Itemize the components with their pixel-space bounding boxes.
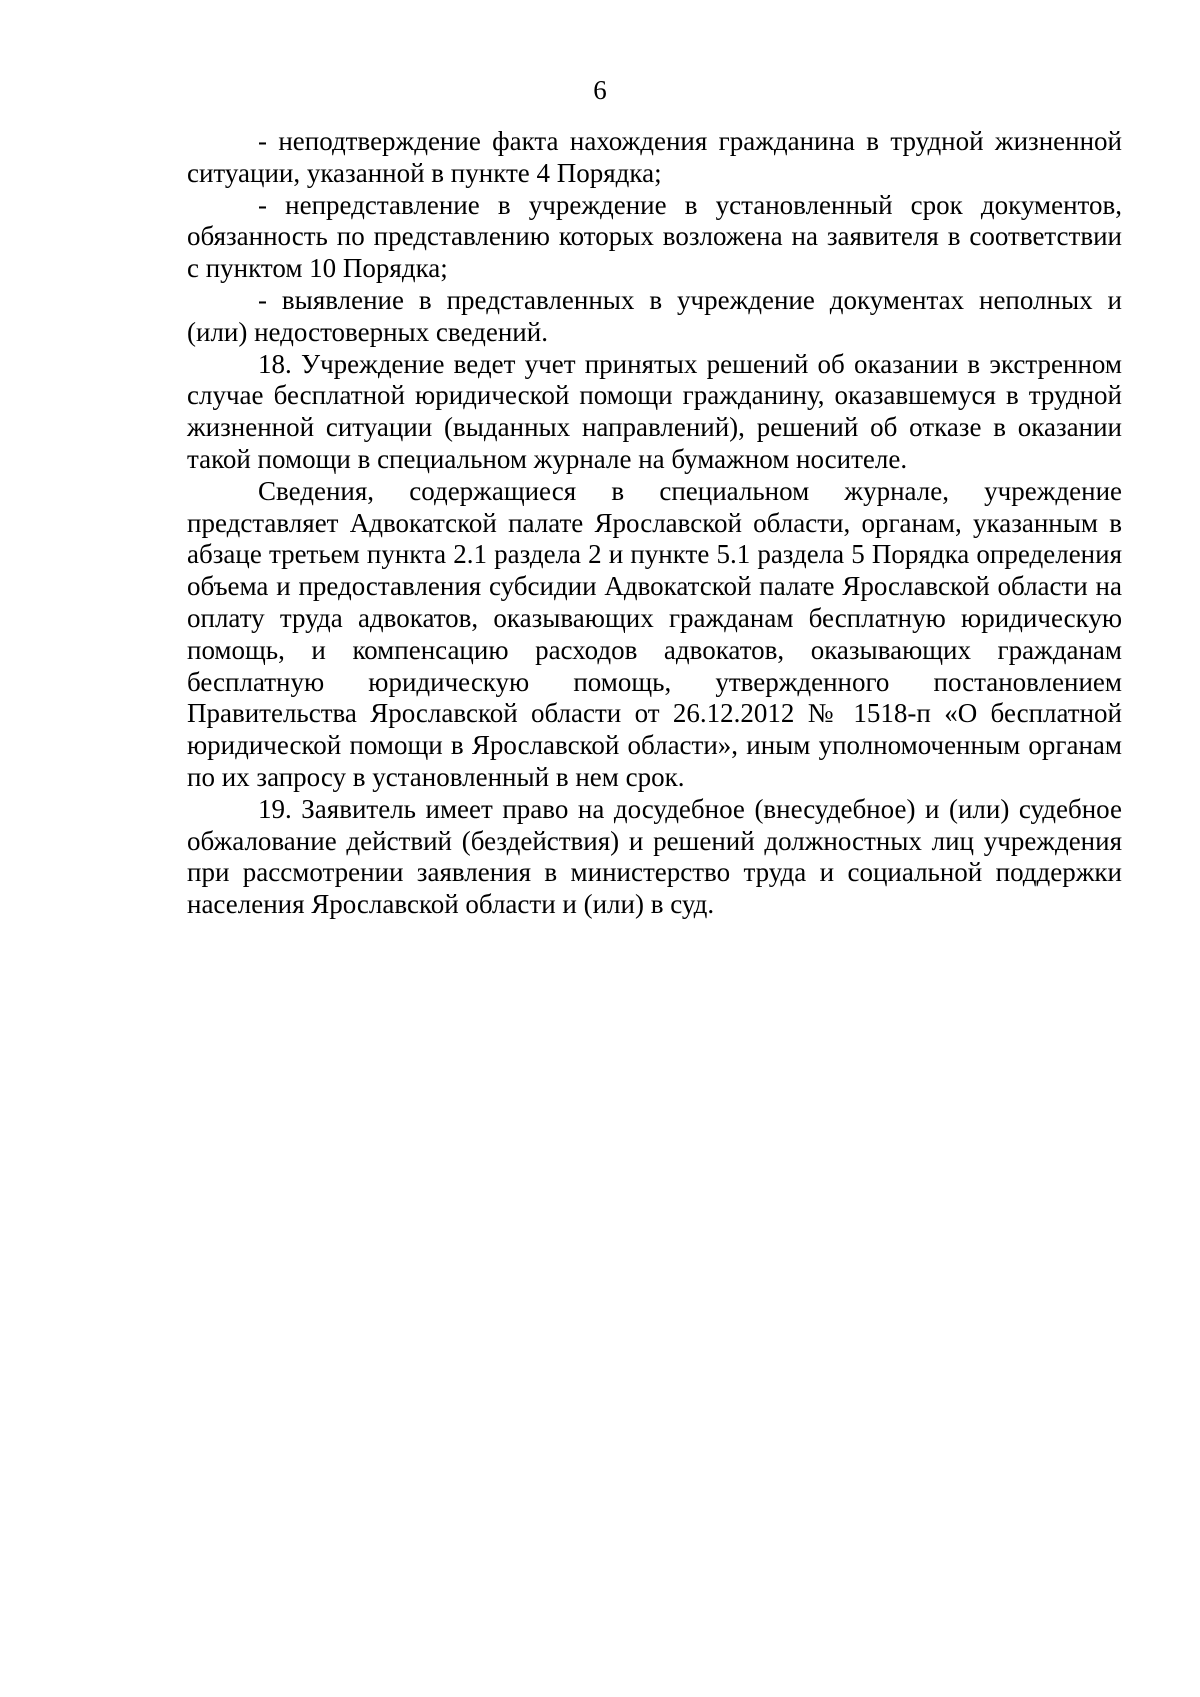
paragraph-item-1: - неподтверждение факта нахождения гражданина в трудной жизненной ситуации, указанной в пункте 4 Порядка; bbox=[187, 126, 1122, 188]
paragraph-item-18-info: Сведения, содержащиеся в специальном журнале, учреждение представляет Адвокатской палате Ярославской области, органам, указанным в абзаце третьем пункта 2.1 раздела 2 и пункте 5.1 раздела 5 Порядка определения объема и предоставления субсидии Адвокатской палате Ярославской области на оплату труда адвокатов, оказывающих гражданам бесплатную юридическую помощь, и компенсацию расходов адвокатов, оказывающих гражданам бесплатную юридическую помощь, утвержденного постановлением Правительства Ярославской области от 26.12.2012 № 1518-п «О бесплатной юридической помощи в Ярославской области», иным уполномоченным органам по их запросу в установленный в нем срок. bbox=[187, 475, 1122, 792]
document-body bbox=[187, 126, 1122, 921]
paragraph-item-19: 19. Заявитель имеет право на досудебное (внесудебное) и (или) судебное обжалование действий (бездействия) и решений должностных лиц учреждения при рассмотрении заявления в министерство труда и социальной поддержки населения Ярославской области и (или) в суд. bbox=[187, 793, 1122, 920]
paragraph-item-3: - выявление в представленных в учреждение документах неполных и (или) недостоверных сведений. bbox=[187, 284, 1122, 347]
paragraph-item-18: 18. Учреждение ведет учет принятых решений об оказании в экстренном случае бесплатной юридической помощи гражданину, оказавшемуся в трудной жизненной ситуации (выданных направлений), решений об отказе в оказании такой помощи в специальном журнале на бумажном носителе. bbox=[187, 348, 1122, 474]
paragraph-item-2: - непредставление в учреждение в установленный срок документов, обязанность по представлению которых возложена на заявителя в соответствии с пунктом 10 Порядка; bbox=[187, 189, 1122, 284]
page-number: 6 bbox=[593, 75, 607, 105]
